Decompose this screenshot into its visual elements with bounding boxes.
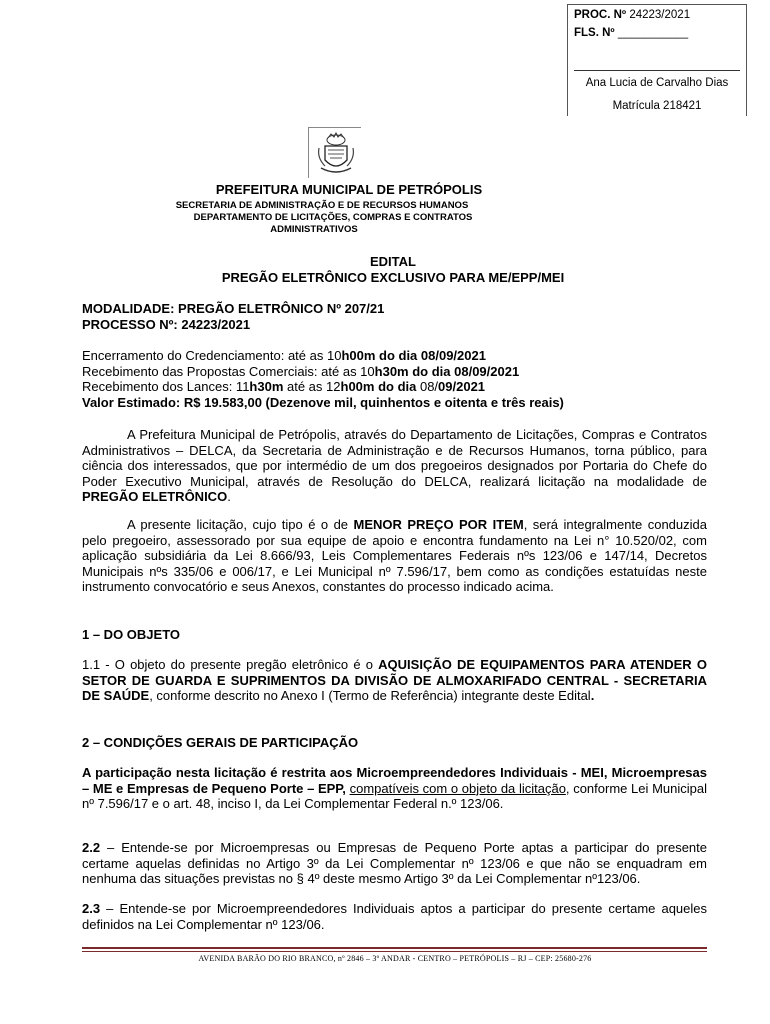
- objeto-period: .: [590, 688, 595, 703]
- valor-estimado: Valor Estimado: R$ 19.583,00 (Dezenove mil, quinhentos e oitenta e três reais): [82, 395, 564, 410]
- signature-line: [574, 70, 740, 71]
- section-2-2: [82, 840, 707, 887]
- lances-mid: até as 12: [283, 379, 341, 394]
- lances-month: 09/2021: [438, 379, 486, 394]
- section-2-3-number: 2.3: [82, 901, 101, 916]
- section-2-2-number: 2.2: [82, 840, 101, 855]
- footer-divider: [82, 947, 707, 949]
- objeto-intro: 1.1 - O objeto do presente pregão eletrônico é o: [82, 657, 379, 672]
- pregao-heading: PREGÃO ELETRÔNICO EXCLUSIVO PARA ME/EPP/MEI: [221, 270, 565, 285]
- participacao-restrita: A participação nesta licitação é restrita aos Microempreendedores Individuais - MEI, Microempresas – ME e Empresas de Pequeno Porte – EPP,: [82, 765, 707, 796]
- licitacao-paragraph: [82, 517, 707, 595]
- footer-divider-thin: [82, 951, 707, 952]
- processo: PROCESSO Nº: 24223/2021: [82, 317, 251, 332]
- propostas-label: Recebimento das Propostas Comerciais: até as 10: [82, 364, 375, 379]
- process-stamp: [567, 4, 747, 116]
- section-2-3-text: – Entende-se por Microempreendedores Individuais aptos a participar do presente certame aqueles definidos na Lei Complementar nº 123/06.: [82, 901, 707, 932]
- encerramento-label: Encerramento do Credenciamento: até as 10: [82, 348, 342, 363]
- section-2-3: [82, 901, 707, 932]
- coat-of-arms-logo: [308, 127, 361, 178]
- header-administrativos: ADMINISTRATIVOS: [270, 224, 358, 235]
- section-2-title: 2 – CONDIÇÕES GERAIS DE PARTICIPAÇÃO: [82, 735, 359, 750]
- licitacao-text-b: , será integralmente conduzida pelo pregoeiro, assessorado por sua equipe de apoio e encontra fundamento na Lei n° 10.520/02, com aplicação subsidiária da Lei 8.666/93, Leis Complementares Federais nºs 123/06 e 147/14, Decretos Municipais nºs 335/06 e 006/17, e Lei Municipal nº 7.596/17, bem como as condições estatuídas neste instrumento convocatório e seus Anexos, constantes do processo indicado acima.: [82, 517, 707, 594]
- section-1-title: 1 – DO OBJETO: [82, 627, 181, 642]
- page-title: PREFEITURA MUNICIPAL DE PETRÓPOLIS: [215, 182, 483, 197]
- licitacao-tipo: MENOR PREÇO POR ITEM: [353, 517, 524, 532]
- stamp-top-border: [568, 4, 746, 5]
- participacao-compativeis: compatíveis com o objeto da licitação: [349, 780, 566, 796]
- lances-end: h00m do dia: [340, 379, 420, 394]
- section-2-2-text: – Entende-se por Microempresas ou Empresas de Pequeno Porte aptas a participar do presente certame aquelas definidas no Artigo 3º da Lei Complementar nº 123/06 e que não se enquadram em nenhuma das situações previstas no § 4º deste mesmo Artigo 3º da Lei Complementar nº123/06.: [82, 840, 707, 886]
- lances-day: 08/: [419, 379, 439, 394]
- lances-label: Recebimento dos Lances: 11: [82, 379, 250, 394]
- intro-end: .: [227, 489, 231, 504]
- intro-modalidade: PREGÃO ELETRÔNICO: [82, 489, 228, 504]
- propostas-line: [82, 364, 707, 380]
- edital-heading: EDITAL: [370, 254, 416, 269]
- modalidade: MODALIDADE: PREGÃO ELETRÔNICO Nº 207/21: [82, 301, 385, 316]
- stamp-proc: [574, 9, 690, 21]
- header-secretaria: SECRETARIA DE ADMINISTRAÇÃO E DE RECURSOS HUMANOS: [175, 200, 469, 211]
- participacao-lei: , conforme Lei Municipal nº 7.596/17 e o art. 48, inciso I, da Lei Complementar Federal n.º 123/06.: [82, 780, 707, 811]
- intro-text: A Prefeitura Municipal de Petrópolis, através do Departamento de Licitações, Compras e Contratos Administrativos – DELCA, da Secretaria de Administração e de Recursos Humanos, torna público, para ciência dos interessados, que por intermédio de um dos pregoeiros designados por Portaria do Chefe do Poder Executivo Municipal, através de Resolução do DELCA, realizará licitação na modalidade de: [82, 427, 707, 489]
- stamp-proc-label: PROC. Nº: [574, 9, 627, 21]
- objeto-ref: , conforme descrito no Anexo I (Termo de Referência) integrante deste Edital: [149, 688, 591, 703]
- intro-paragraph: [82, 427, 707, 505]
- stamp-proc-value: 24223/2021: [629, 9, 691, 21]
- encerramento-time: h00m do dia 08/09/2021: [341, 348, 486, 363]
- footer-address: AVENIDA BARÃO DO RIO BRANCO, nº 2846 – 3º ANDAR - CENTRO – PETRÓPOLIS – RJ – CEP: 25680-276: [198, 954, 592, 963]
- section-1-1: [82, 657, 707, 704]
- stamp-fls-label: FLS. Nº: [574, 27, 615, 39]
- section-2-1: [82, 765, 707, 812]
- stamp-name: Ana Lucia de Carvalho Dias: [585, 77, 729, 89]
- stamp-fls-value: ___________: [617, 27, 689, 39]
- encerramento-line: [82, 348, 707, 364]
- stamp-matricula: Matrícula 218421: [612, 100, 702, 112]
- header-departamento: DEPARTAMENTO DE LICITAÇÕES, COMPRAS E CONTRATOS: [193, 212, 473, 223]
- licitacao-text-a: A presente licitação, cujo tipo é o de: [127, 517, 354, 532]
- lances-line: [82, 379, 707, 395]
- stamp-fls: [574, 27, 688, 39]
- propostas-time: h30m do dia 08/09/2021: [374, 364, 520, 379]
- objeto-description: AQUISIÇÃO DE EQUIPAMENTOS PARA ATENDER O SETOR DE GUARDA E SUPRIMENTOS DA DIVISÃO DE ALMOXARIFADO CENTRAL - SECRETARIA DE SAÚDE: [82, 657, 707, 703]
- lances-start: h30m: [249, 379, 284, 394]
